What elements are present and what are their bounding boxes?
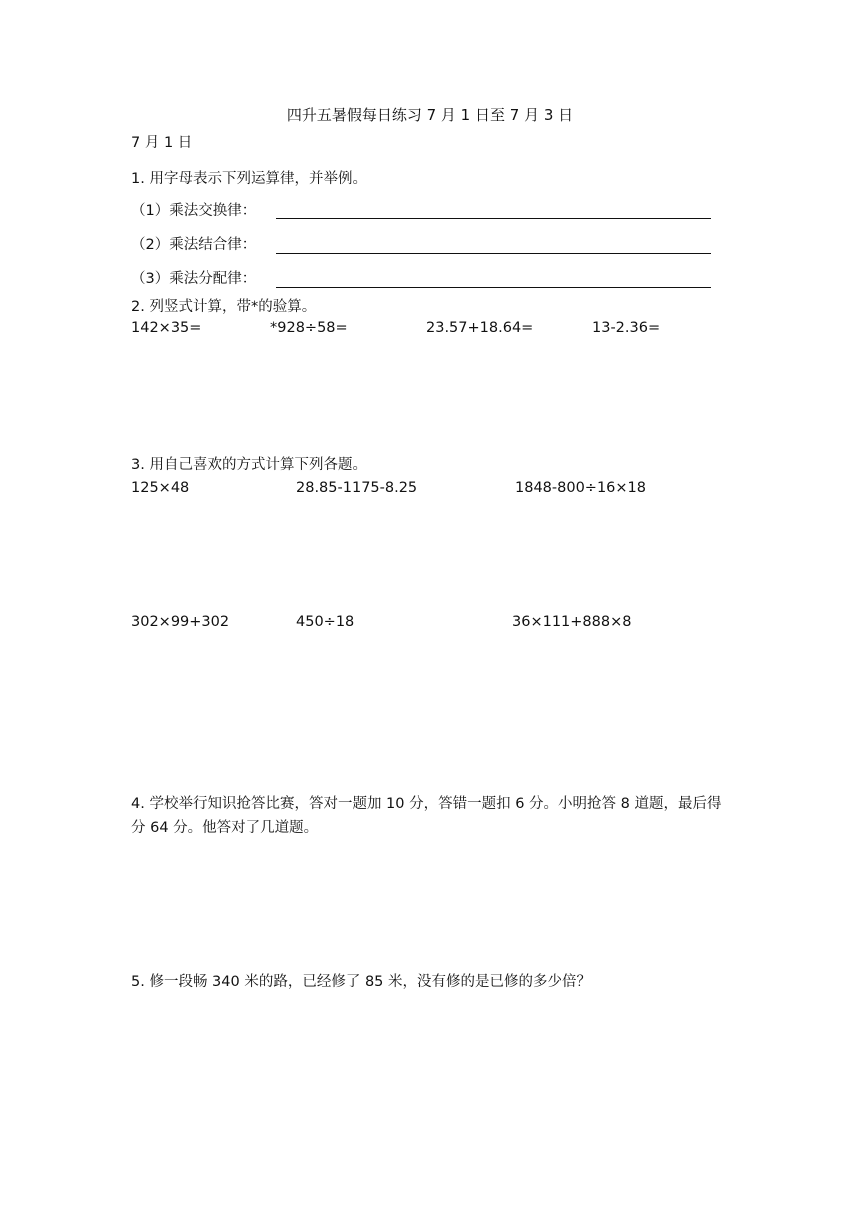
q3-problem-5: 450÷18 (296, 614, 355, 630)
question-3-prompt: 3. 用自己喜欢的方式计算下列各题。 (131, 457, 367, 473)
law-label-associative: （2）乘法结合律： (131, 237, 257, 253)
answer-blank-distributive[interactable] (276, 287, 711, 288)
q2-problem-2: *928÷58= (270, 320, 348, 336)
law-label-commutative: （1）乘法交换律： (131, 203, 257, 219)
q3-problem-2: 28.85-1175-8.25 (296, 480, 418, 496)
page-title: 四升五暑假每日练习 7 月 1 日至 7 月 3 日 (286, 106, 574, 124)
date-heading: 7 月 1 日 (131, 135, 193, 151)
law-label-distributive: （3）乘法分配律： (131, 271, 257, 287)
q2-problem-3: 23.57+18.64= (426, 320, 534, 336)
q2-problem-4: 13-2.36= (592, 320, 661, 336)
question-1-prompt: 1. 用字母表示下列运算律，并举例。 (131, 171, 367, 187)
question-5-text: 5. 修一段畅 340 米的路，已经修了 85 米，没有修的是已修的多少倍？ (131, 974, 592, 990)
answer-blank-associative[interactable] (276, 253, 711, 254)
answer-blank-commutative[interactable] (276, 218, 711, 219)
q3-problem-3: 1848-800÷16×18 (515, 480, 647, 496)
q2-problem-1: 142×35= (131, 320, 202, 336)
question-2-prompt: 2. 列竖式计算，带*的验算。 (131, 299, 317, 315)
q3-problem-4: 302×99+302 (131, 614, 230, 630)
q3-problem-6: 36×111+888×8 (512, 614, 632, 630)
question-4-text: 4. 学校举行知识抢答比赛，答对一题加 10 分，答错一题扣 6 分。小明抢答 8 道题，最后得分 64 分。他答对了几道题。 (131, 796, 722, 836)
q3-problem-1: 125×48 (131, 480, 190, 496)
